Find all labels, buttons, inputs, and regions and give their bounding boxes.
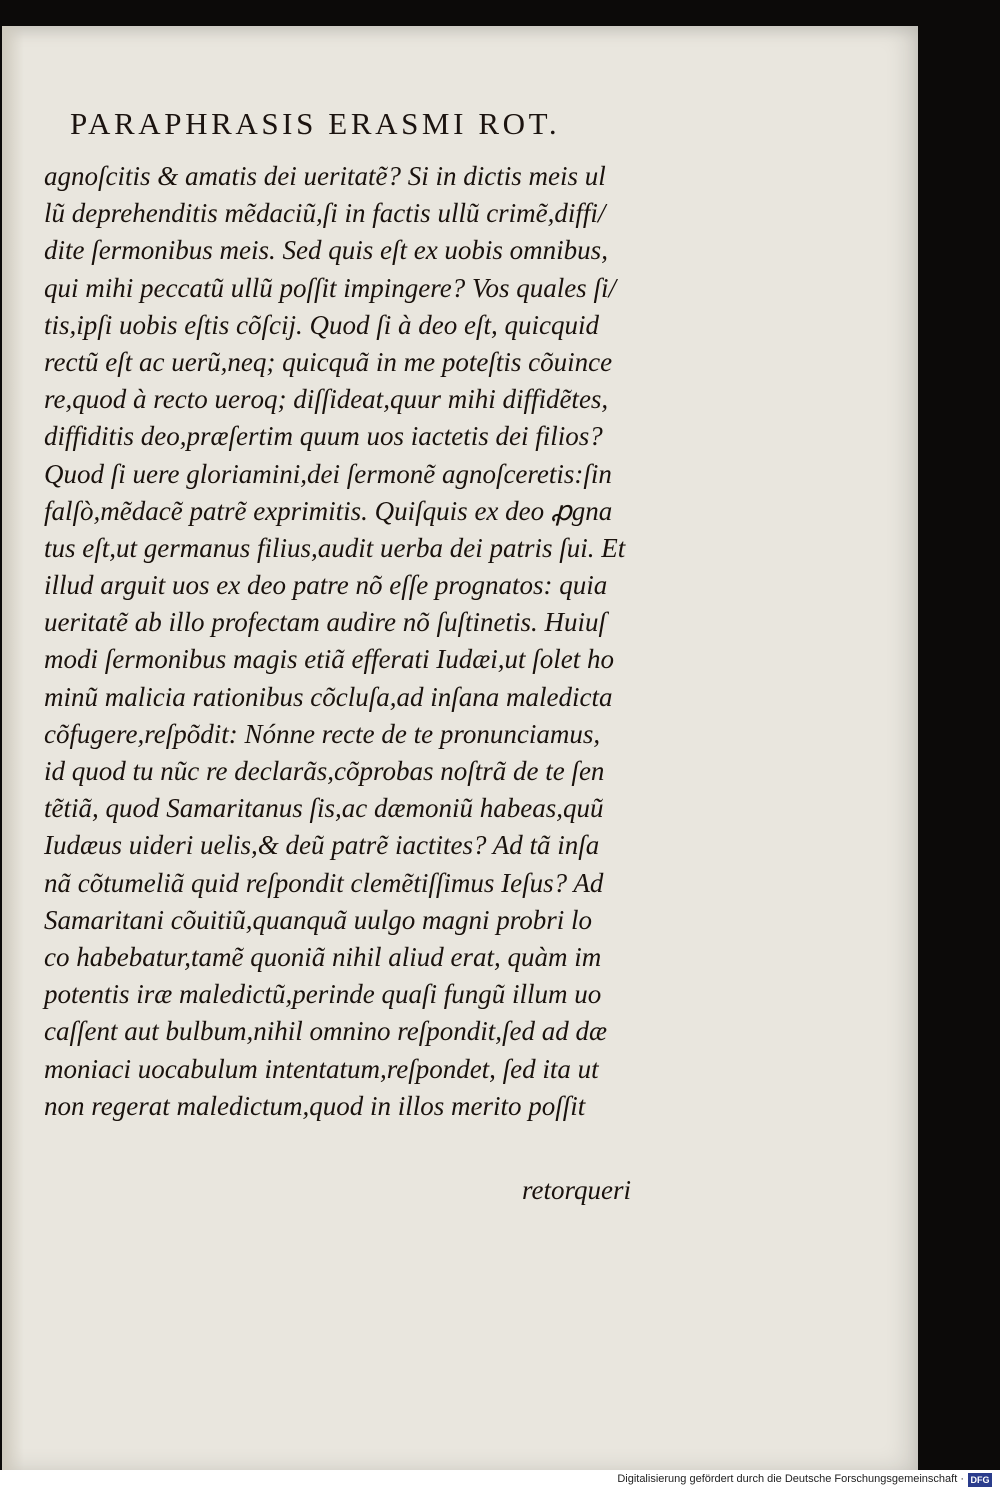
funding-credit: Digitalisierung gefördert durch die Deutsche Forschungsgemeinschaft · <box>617 1473 964 1485</box>
text-line: potentis iræ maledictũ,perinde quaſi fungũ illum uo <box>44 979 602 1010</box>
text-line: modi ſermonibus magis etiã efferati Iudæi,ut ſolet ho <box>44 644 614 675</box>
text-line: tẽtiã, quod Samaritanus ſis,ac dæmoniũ habeas,quũ <box>44 793 604 824</box>
text-line: minũ malicia rationibus cõcluſa,ad inſana maledicta <box>44 681 613 712</box>
text-line: re,quod à recto uerоq; diſſideat,quur mihi diffidẽtes, <box>44 384 609 415</box>
text-line: rectũ eſt ac uerũ,neq; quicquã in me poteſtis cõuince <box>44 346 613 377</box>
text-line: moniaci uocabulum intentatum,reſpondet, ſed ita ut <box>44 1053 599 1084</box>
footer-bar <box>0 1470 1000 1491</box>
body-text <box>44 158 684 1125</box>
text-line: tis,ipſi uobis eſtis cõſcij. Quod ſi à deo eſt, quicquid <box>44 309 599 340</box>
text-line: non regerat maledictum,quod in illos merito poſſit <box>44 1090 586 1121</box>
text-line: lũ deprehenditis mẽdaciũ,ſi in factis ullũ crimẽ,diffi/ <box>44 198 606 229</box>
catchword: retorqueri <box>522 1175 631 1205</box>
text-line: qui mihi peccatũ ullũ poſſit impingere? Vos quales ſi/ <box>44 272 616 303</box>
text-line: ueritatẽ ab illo profectam audire nõ ſuſtinetis. Huiuſ <box>44 607 606 638</box>
text-line: nã cõtumeliã quid reſpondit clemẽtiſſimus Ieſus? Ad <box>44 867 604 898</box>
text-line: id quod tu nũc re declarãs,cõprobas noſtrã de te ſen <box>44 756 605 786</box>
text-line: tus eſt,ut germanus filius,audit uerba dei patris ſui. Et <box>44 532 626 563</box>
text-line: agnoſcitis & amatis dei ueritatẽ? Si in dictis meis ul <box>44 161 606 191</box>
text-line: cõfugere,reſpõdit: Nónne recte de te pronunciamus, <box>44 718 601 749</box>
dfg-logo-icon: DFG <box>968 1473 992 1487</box>
text-line: illud arguit uos ex deo patre nõ eſſe prognatos: quia <box>44 570 608 601</box>
text-line: co habebatur,tamẽ quoniã nihil aliud erat, quàm im <box>44 941 602 972</box>
text-line: diffiditis deo,præſertim quum uos iactetis dei filios? <box>44 421 603 452</box>
running-head: PARAPHRASIS ERASMI ROT. <box>70 106 561 141</box>
page-gutter-shadow <box>2 26 24 1470</box>
text-line: caſſent aut bulbum,nihil omnino reſpondit,ſed ad dæ <box>44 1016 607 1047</box>
text-line: Quod ſi uere gloriamini,dei ſermonẽ agnoſceretis:ſin <box>44 458 612 489</box>
text-line: dite ſermonibus meis. Sed quis eſt ex uobis omnibus, <box>44 235 608 266</box>
text-line: Samaritani cõuitiũ,quanquã uulgo magni probri lo <box>44 904 593 935</box>
text-line: Iudæus uideri uelis,& deũ patrẽ iactites? Ad tã inſa <box>44 830 600 861</box>
text-line: falſò,mẽdacẽ patrẽ exprimitis. Quiſquis ex deo ꝓgna <box>44 495 613 526</box>
book-page <box>2 26 918 1470</box>
